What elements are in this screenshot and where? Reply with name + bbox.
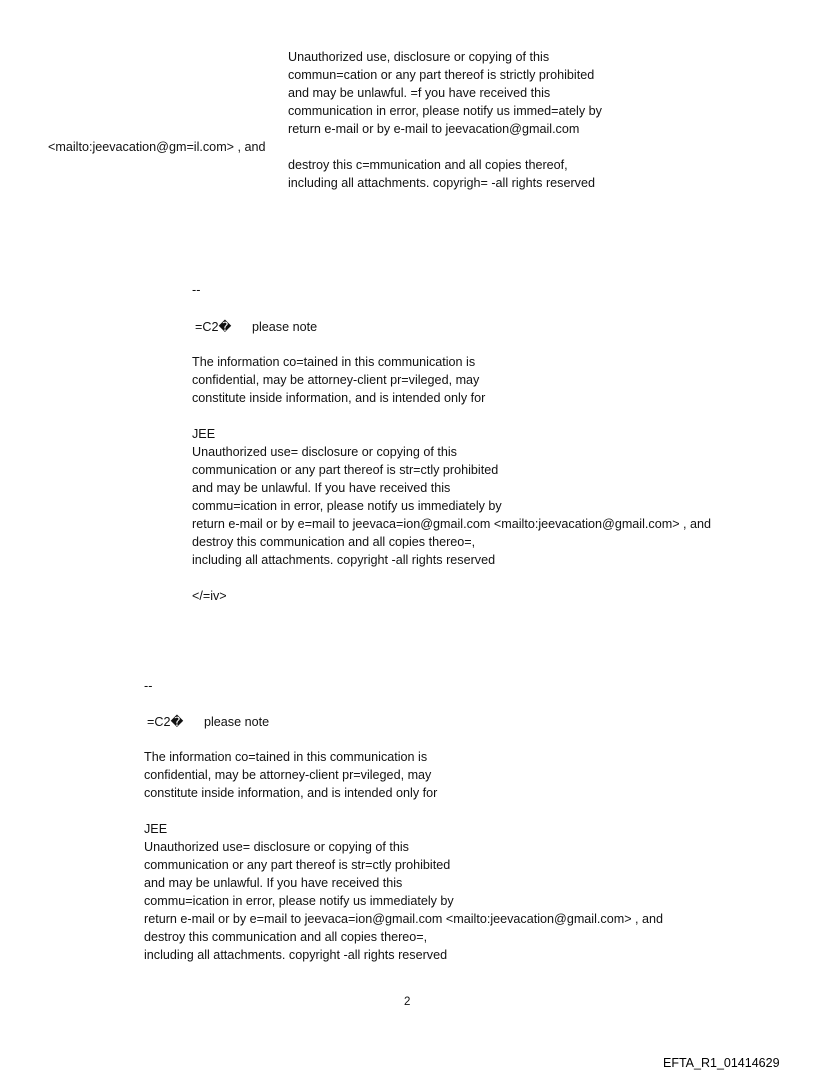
text-line: Unauthorized use, disclosure or copying of this (288, 50, 550, 64)
text-line: The information co=tained in this communication is (144, 750, 428, 764)
note-prefix: =C2� (195, 320, 232, 334)
text-line: commu=ication in error, please notify us immediately by (192, 499, 502, 513)
separator: -- (192, 283, 201, 297)
document-id: EFTA_R1_01414629 (663, 1056, 780, 1070)
note-prefix: =C2� (147, 715, 184, 729)
separator: -- (144, 679, 153, 693)
text-line: return e-mail or by e=mail to jeevaca=ion@gmail.com <mailto:jeevacation@gmail.com> , and (192, 517, 712, 531)
jee-label: JEE (144, 822, 168, 836)
text-line: destroy this c=mmunication and all copies thereof, (288, 158, 568, 172)
jee-label: JEE (192, 427, 216, 441)
note-text: please note (252, 320, 318, 334)
text-line: Unauthorized use= disclosure or copying of this (192, 445, 457, 459)
text-line: constitute inside information, and is intended only for (192, 391, 486, 405)
text-line: constitute inside information, and is intended only for (144, 786, 438, 800)
text-line: communication or any part thereof is str=ctly prohibited (192, 463, 499, 477)
text-line: communication or any part thereof is str=ctly prohibited (144, 858, 451, 872)
text-line: confidential, may be attorney-client pr=vileged, may (144, 768, 432, 782)
text-line: and may be unlawful. If you have received this (192, 481, 451, 495)
text-line: including all attachments. copyright -all rights reserved (144, 948, 448, 962)
text-line: return e-mail or by e-mail to jeevacation@gmail.com (288, 122, 580, 136)
text-line: The information co=tained in this communication is (192, 355, 476, 369)
text-line: including all attachments. copyrigh= -all rights reserved (288, 176, 595, 190)
closing-tag: </=iv> (192, 589, 227, 603)
text-line: destroy this communication and all copies thereo=, (192, 535, 476, 549)
note-text: please note (204, 715, 270, 729)
text-line: communication in error, please notify us immed=ately by (288, 104, 602, 118)
text-line: confidential, may be attorney-client pr=vileged, may (192, 373, 480, 387)
text-line: commu=ication in error, please notify us immediately by (144, 894, 454, 908)
page-number: 2 (404, 996, 411, 1008)
text-line: Unauthorized use= disclosure or copying of this (144, 840, 409, 854)
text-line: including all attachments. copyright -all rights reserved (192, 553, 496, 567)
mailto-line: <mailto:jeevacation@gm=il.com> , and (48, 140, 266, 154)
text-line: destroy this communication and all copies thereo=, (144, 930, 428, 944)
text-line: commun=cation or any part thereof is strictly prohibited (288, 68, 595, 82)
text-line: and may be unlawful. If you have received this (144, 876, 403, 890)
text-line: return e-mail or by e=mail to jeevaca=ion@gmail.com <mailto:jeevacation@gmail.com> , and (144, 912, 664, 926)
text-line: and may be unlawful. =f you have received this (288, 86, 551, 100)
